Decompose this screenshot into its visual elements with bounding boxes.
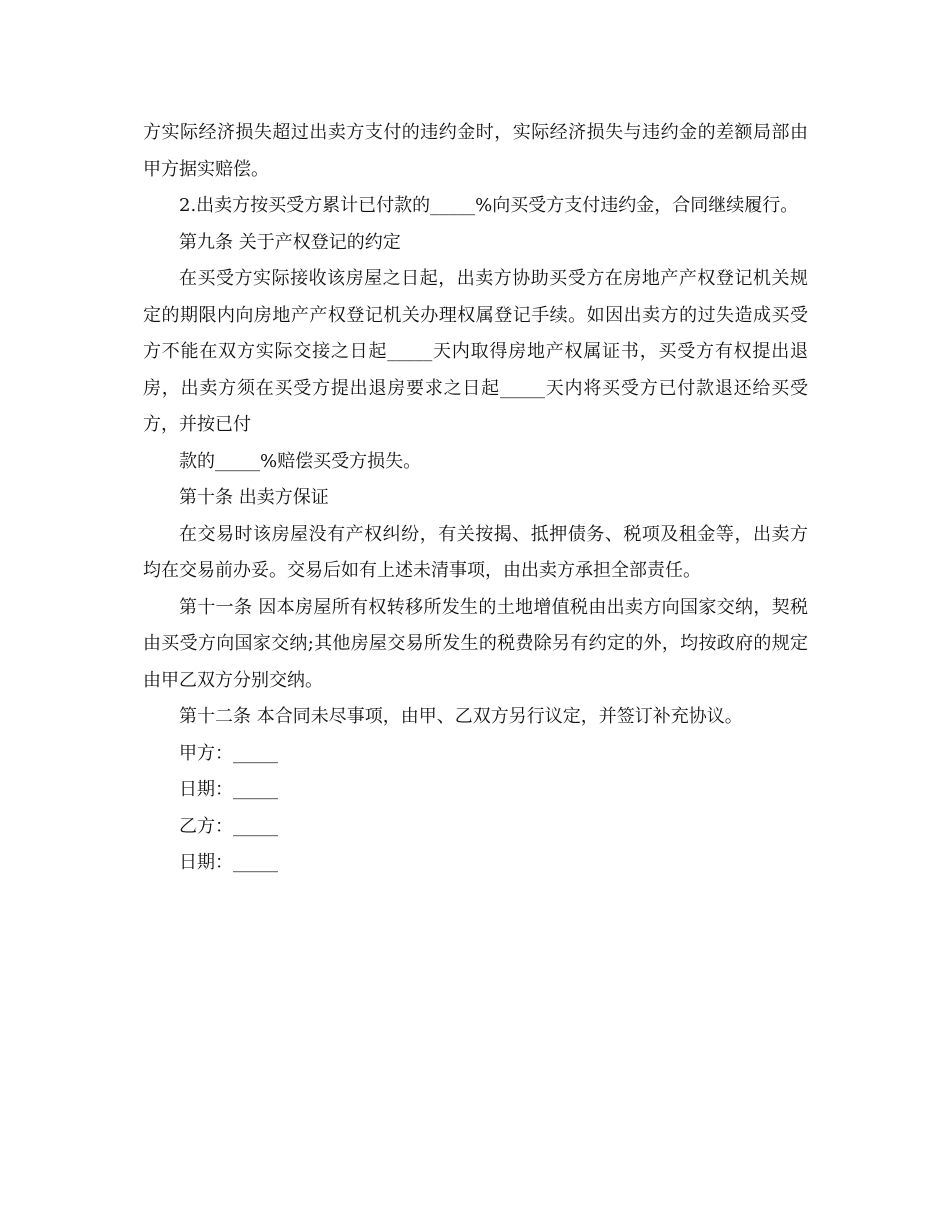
- paragraph-seller-guarantee: 在交易时该房屋没有产权纠纷，有关按揭、抵押债务、税项及租金等，出卖方均在交易前办妥。交易后如有上述未清事项，由出卖方承担全部责任。: [143, 523, 808, 581]
- party-a-date: 日期：_____: [179, 779, 278, 800]
- paragraph-penalty-clause: 2.出卖方按买受方累计已付款的_____%向买受方支付违约金，合同继续履行。: [179, 195, 799, 216]
- article-10-heading: 第十条 出卖方保证: [179, 487, 329, 508]
- party-b-signature: 乙方：_____: [179, 815, 278, 837]
- paragraph-compensation: 款的_____%赔偿买受方损失。: [179, 450, 422, 472]
- contract-body: [143, 115, 808, 882]
- party-b-date: 日期：_____: [179, 852, 278, 873]
- signature-block: [143, 736, 808, 882]
- paragraph-title-registration: 在买受方实际接收该房屋之日起，出卖方协助买受方在房地产产权登记机关规定的期限内向房地产产权登记机关办理权属登记手续。如因出卖方的过失造成买受方不能在双方实际交接之日起_____天内取得房地产权属证书，买受方有权提出退房，出卖方须在买受方提出退房要求之日起_____天内将买受方已付款退还给买受方，并按已付: [143, 268, 808, 435]
- paragraph-damages-continuation: 方实际经济损失超过出卖方支付的违约金时，实际经济损失与违约金的差额局部由甲方据实赔偿。: [143, 122, 808, 180]
- party-a-signature: 甲方：_____: [179, 742, 278, 764]
- article-11-taxes: 第十一条 因本房屋所有权转移所发生的土地增值税由出卖方向国家交纳，契税由买受方向国家交纳;其他房屋交易所发生的税费除另有约定的外，均按政府的规定由甲乙双方分别交纳。: [143, 596, 808, 691]
- article-9-heading: 第九条 关于产权登记的约定: [179, 231, 401, 253]
- article-12-supplementary: 第十二条 本合同未尽事项，由甲、乙双方另行议定，并签订补充协议。: [179, 706, 743, 727]
